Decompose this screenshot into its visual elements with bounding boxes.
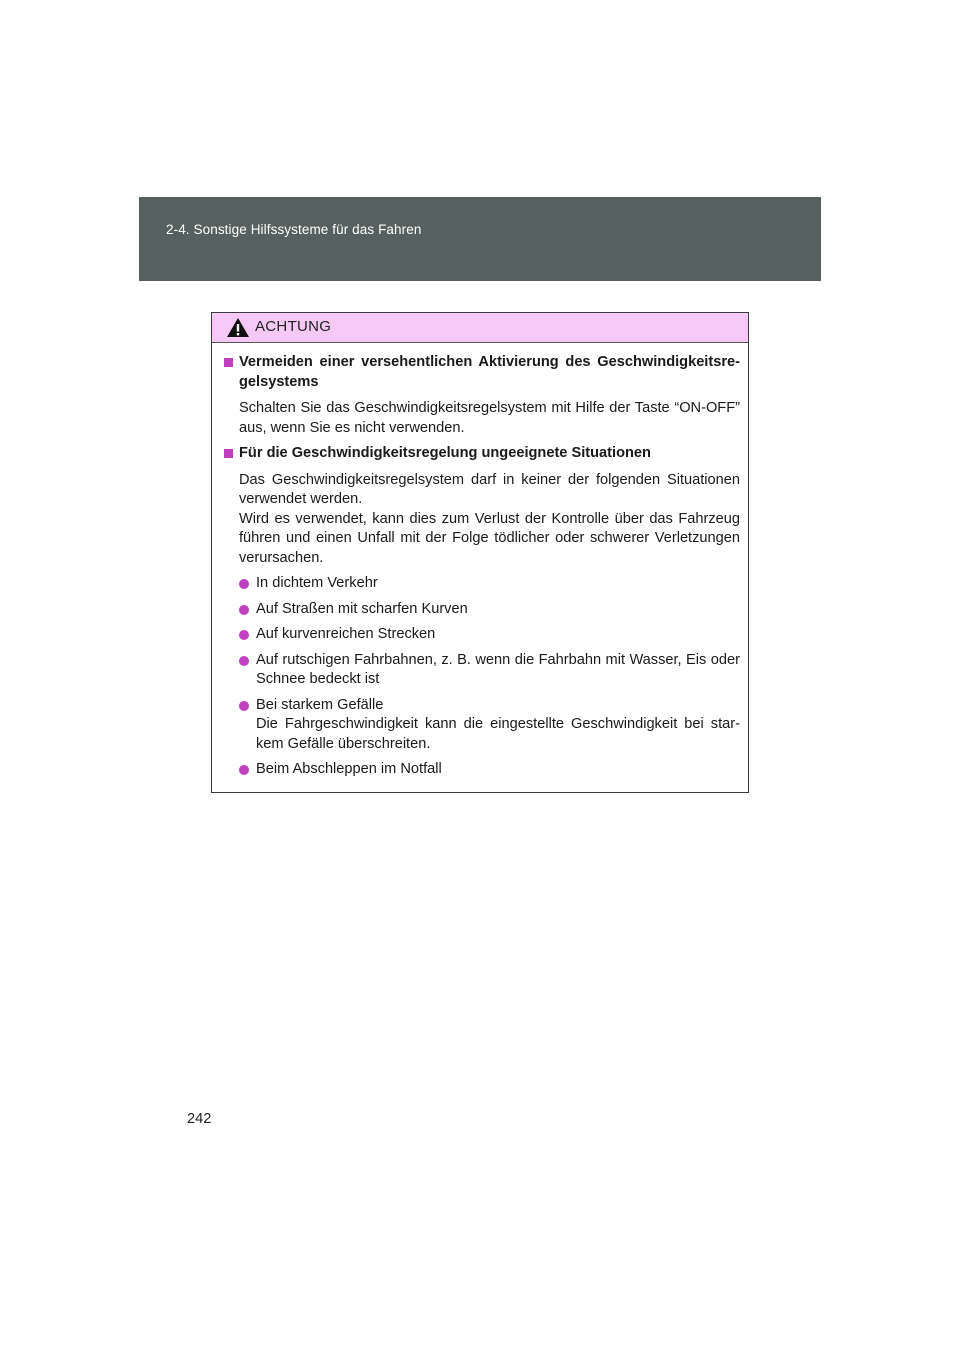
round-bullet-icon [239, 579, 249, 589]
list-item-text: In dichtem Verkehr [256, 575, 378, 591]
list-item [222, 574, 740, 594]
list-item [222, 760, 740, 780]
warning-body [212, 343, 748, 780]
page-number: 242 [187, 1111, 212, 1127]
section-paragraph: Das Geschwindigkeitsregelsystem darf in keiner der folgenden Situationen verwendet werden. [239, 471, 740, 507]
chapter-section-title: 2-4. Sonstige Hilfssysteme für das Fahren [166, 222, 422, 237]
section-heading-situations [222, 444, 740, 464]
list-item [222, 625, 740, 645]
list-item-text: Auf rutschigen Fahrbahnen, z. B. wenn die Fahrbahn mit Wasser, Eis oder Schnee bedeckt ist [256, 651, 740, 687]
warning-header [212, 313, 748, 343]
round-bullet-icon [239, 630, 249, 640]
chapter-header-band [139, 197, 821, 281]
section-heading-text: Für die Geschwindigkeitsregelung ungeeignete Situationen [239, 445, 651, 461]
list-item-text: Beim Abschleppen im Notfall [256, 761, 442, 777]
round-bullet-icon [239, 605, 249, 615]
list-item [222, 651, 740, 690]
warning-box [211, 312, 749, 793]
list-item-subtext: Die Fahrgeschwindigkeit kann die eingestellte Geschwindigkeit bei star-kem Gefälle überschreiten. [256, 716, 740, 752]
round-bullet-icon [239, 701, 249, 711]
section-heading-activation [222, 353, 740, 392]
list-item-text: Auf Straßen mit scharfen Kurven [256, 600, 468, 617]
list-item [222, 696, 740, 755]
round-bullet-icon [239, 656, 249, 666]
warning-label: ACHTUNG [255, 318, 332, 335]
section-paragraph: Schalten Sie das Geschwindigkeitsregelsystem mit Hilfe der Taste “ON-OFF” aus, wenn Sie es nicht verwenden. [239, 400, 740, 436]
square-bullet-icon [224, 449, 233, 458]
warning-triangle-icon [226, 317, 250, 338]
round-bullet-icon [239, 765, 249, 775]
list-item [222, 600, 740, 620]
section-paragraph: Wird es verwendet, kann dies zum Verlust der Kontrolle über das Fahrzeug führen und einen Unfall mit der Folge tödlicher oder schwerer Verletzungen verursachen. [239, 510, 740, 566]
list-item-text: Bei starkem Gefälle [256, 696, 384, 713]
section-heading-text: Vermeiden einer versehentlichen Aktivierung des Geschwindigkeitsre-gelsystems [239, 354, 740, 390]
square-bullet-icon [224, 358, 233, 367]
list-item-text: Auf kurvenreichen Strecken [256, 626, 436, 642]
